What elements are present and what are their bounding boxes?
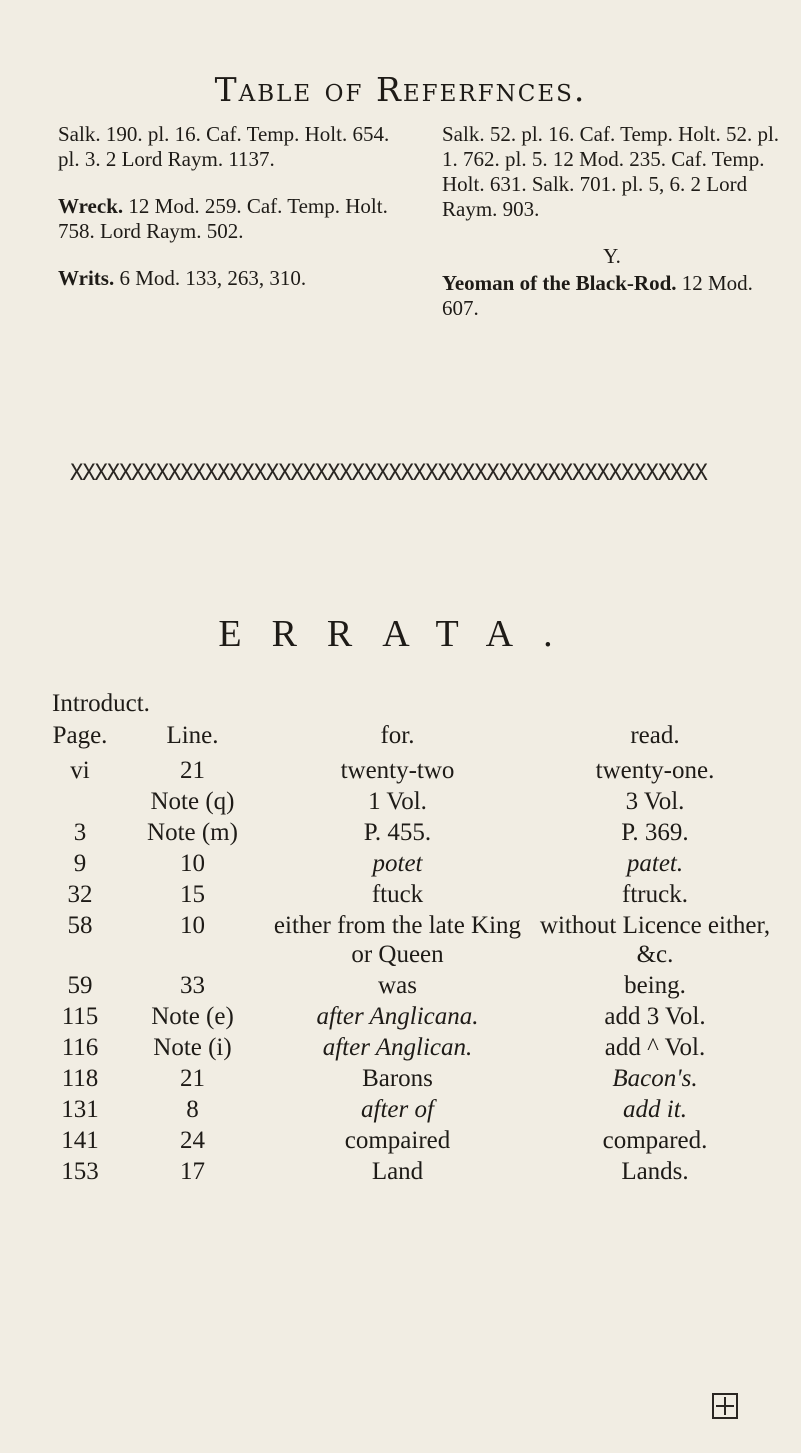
errata-page-cell: 118	[61, 1065, 99, 1092]
errata-line-cell: Note (q)	[150, 788, 235, 815]
errata-for-cell: 1 Vol.	[368, 788, 427, 815]
errata-read-cell: twenty-one.	[595, 757, 715, 784]
errata-read-cell: 3 Vol.	[625, 788, 685, 815]
header-line: Line.	[166, 722, 219, 749]
errata-for-cell: Land	[371, 1158, 424, 1185]
errata-read-cell: P. 369.	[621, 819, 689, 846]
errata-read-cell: add ^ Vol.	[604, 1034, 706, 1061]
errata-header-row	[40, 722, 780, 756]
errata-page-cell: 115	[61, 1003, 99, 1030]
errata-for-cell: after Anglican.	[322, 1034, 473, 1061]
errata-for-cell: compaired	[344, 1127, 451, 1154]
entry-citations: 12 Mod. 607.	[442, 271, 753, 320]
ornamental-divider: XXXXXXXXXXXXXXXXXXXXXXXXXXXXXXXXXXXXXXXXXXXXXXXXXXXX	[70, 461, 707, 486]
errata-line-cell: Note (m)	[147, 819, 238, 846]
errata-page-cell: 153	[61, 1158, 99, 1185]
errata-page-cell: 141	[61, 1127, 99, 1154]
errata-for-cell: Barons	[362, 1065, 433, 1092]
errata-for-cell: was	[378, 972, 417, 999]
errata-read-cell: without Licence either, &c.	[539, 912, 771, 968]
errata-for-cell: twenty-two	[340, 757, 455, 784]
errata-read-cell: compared.	[602, 1127, 708, 1154]
errata-title: ERRATA.	[218, 613, 583, 655]
errata-line-cell: 33	[180, 972, 205, 999]
errata-line-cell: 8	[186, 1096, 199, 1123]
reference-entry	[58, 194, 398, 244]
errata-row	[40, 1064, 780, 1095]
errata-read-cell: ftruck.	[622, 881, 688, 908]
errata-for-cell: after of	[361, 1096, 434, 1123]
errata-row	[40, 971, 780, 1002]
errata-page-cell: 32	[67, 881, 93, 908]
page-heading: Table of Referfnces.	[214, 70, 587, 109]
errata-read-cell: Lands.	[621, 1158, 689, 1185]
entry-citations: 12 Mod. 259. Caf. Temp. Holt. 758. Lord Raym. 502.	[58, 194, 388, 243]
errata-line-cell: 17	[180, 1158, 205, 1185]
header-read: read.	[630, 722, 680, 749]
errata-read-cell: Bacon's.	[612, 1065, 698, 1092]
errata-section-label: Introduct.	[52, 690, 150, 717]
errata-row	[40, 1157, 780, 1188]
errata-row	[40, 1095, 780, 1126]
printer-mark-icon	[712, 1393, 738, 1419]
errata-for-cell: P. 455.	[363, 819, 432, 846]
errata-read-cell: patet.	[626, 850, 684, 877]
errata-row	[40, 787, 780, 818]
entry-citations: Salk. 190. pl. 16. Caf. Temp. Holt. 654. pl. 3. 2 Lord Raym. 1137.	[58, 122, 390, 171]
references-left-column	[58, 122, 398, 313]
errata-page-cell: 59	[67, 972, 93, 999]
entry-head: Writs.	[58, 266, 115, 290]
errata-line-cell: Note (i)	[153, 1034, 232, 1061]
errata-line-cell: 21	[180, 757, 205, 784]
errata-page-cell: 3	[73, 819, 87, 846]
errata-read-cell: add 3 Vol.	[604, 1003, 706, 1030]
errata-row	[40, 849, 780, 880]
letter-heading: Y.	[603, 244, 621, 268]
errata-page-cell: 116	[61, 1034, 99, 1061]
errata-line-cell: Note (e)	[151, 1003, 234, 1030]
errata-for-cell: after Anglicana.	[316, 1003, 479, 1030]
errata-page-cell: 58	[67, 912, 93, 939]
errata-page-cell: 131	[61, 1096, 99, 1123]
header-page: Page.	[52, 722, 108, 749]
errata-read-cell: being.	[624, 972, 686, 999]
errata-read-cell: add it.	[623, 1096, 687, 1123]
errata-line-cell: 10	[180, 912, 205, 939]
errata-page-cell: 9	[73, 850, 87, 877]
entry-citations: 6 Mod. 133, 263, 310.	[119, 266, 307, 290]
errata-row	[40, 818, 780, 849]
entry-head: Wreck.	[58, 194, 124, 218]
entry-citations: Salk. 52. pl. 16. Caf. Temp. Holt. 52. pl. 1. 762. pl. 5. 12 Mod. 235. Caf. Temp. Holt. 631. Salk. 701. pl. 5, 6. 2 Lord Raym. 903.	[442, 122, 780, 221]
errata-line-cell: 24	[180, 1127, 205, 1154]
errata-row	[40, 1002, 780, 1033]
errata-row	[40, 880, 780, 911]
errata-body	[40, 756, 780, 1188]
reference-entry	[58, 122, 398, 172]
errata-line-cell: 21	[180, 1065, 205, 1092]
errata-row	[40, 756, 780, 787]
errata-table	[40, 722, 780, 1188]
reference-entry	[442, 271, 782, 321]
errata-row	[40, 1126, 780, 1157]
reference-entry	[58, 266, 398, 291]
errata-row	[40, 1033, 780, 1064]
header-for: for.	[380, 722, 415, 749]
errata-for-cell: ftuck	[371, 881, 424, 908]
errata-page-cell: vi	[70, 757, 90, 784]
references-right-column	[442, 122, 782, 343]
errata-row	[40, 911, 780, 971]
errata-page-cell	[40, 787, 120, 818]
entry-head: Yeoman of the Black-Rod.	[442, 271, 677, 295]
errata-for-cell: potet	[372, 850, 423, 877]
errata-line-cell: 15	[180, 881, 205, 908]
reference-entry	[442, 122, 782, 222]
errata-line-cell: 10	[180, 850, 205, 877]
errata-for-cell: either from the late King or Queen	[273, 912, 522, 968]
